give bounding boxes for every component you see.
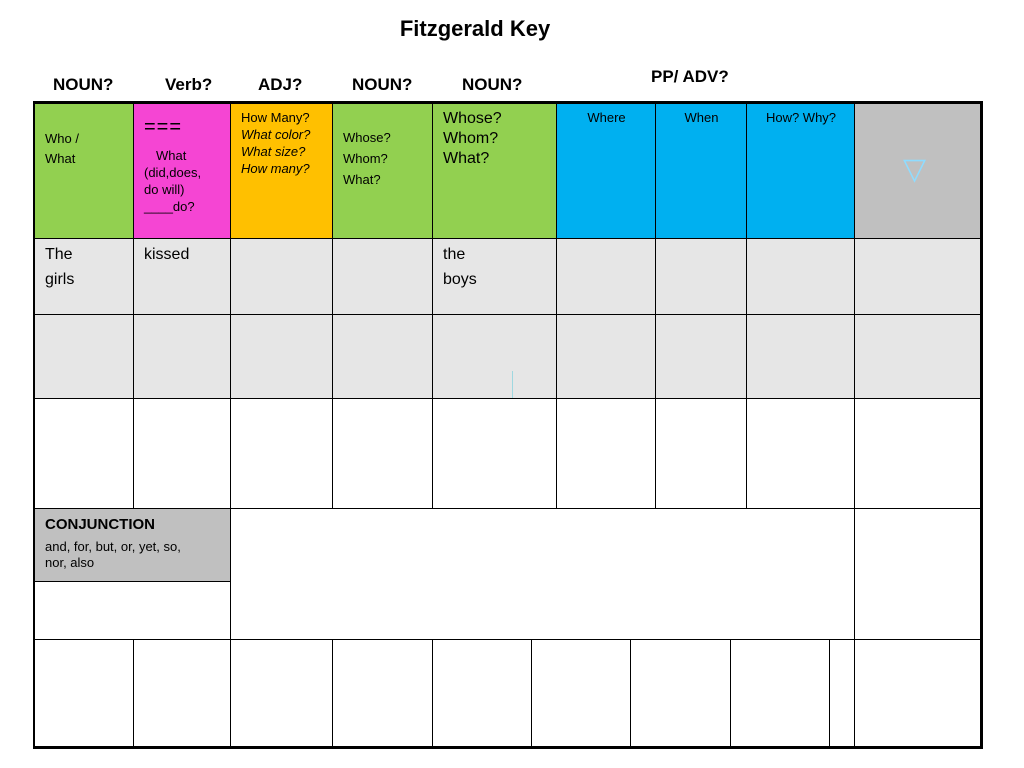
grid-line xyxy=(332,639,333,747)
grid-line xyxy=(630,639,631,747)
verb-underline-mark: === xyxy=(144,116,183,138)
text-cursor-mark xyxy=(512,371,513,398)
grid-line xyxy=(34,639,981,640)
verb-entry: kissed xyxy=(144,246,190,263)
object-key-cell xyxy=(333,103,433,239)
grid-line xyxy=(854,101,855,749)
who-what-cell xyxy=(35,103,134,239)
page-title: Fitzgerald Key xyxy=(399,16,551,41)
grid-line xyxy=(730,639,731,747)
col-head-pp-adv: PP/ ADV? xyxy=(651,67,729,86)
grid-line xyxy=(34,101,983,104)
grid-line xyxy=(34,508,981,509)
grid-line xyxy=(746,101,747,508)
grid-line xyxy=(432,101,433,508)
how-why-key-cell xyxy=(747,103,855,239)
grid-line xyxy=(332,101,333,508)
grid-line xyxy=(34,238,981,239)
object-questions: Whose? Whom? What? xyxy=(343,130,391,187)
where-label: Where xyxy=(587,110,626,125)
grid-line xyxy=(556,101,557,508)
triangle-icon: ▽ xyxy=(903,153,927,186)
when-key-cell xyxy=(656,103,747,239)
grid-line xyxy=(133,639,134,747)
how-why-label: How? Why? xyxy=(765,110,837,125)
grid-line xyxy=(230,101,231,639)
object-entry: the boys xyxy=(443,246,477,288)
grid-line xyxy=(980,101,983,749)
conjunction-box xyxy=(35,509,231,581)
second-object-key-cell xyxy=(433,103,557,239)
grid-line xyxy=(34,314,981,315)
col-head-noun-3: NOUN? xyxy=(462,75,523,94)
when-label: When xyxy=(684,110,719,125)
grid-line xyxy=(655,101,656,508)
verb-question: What (did,does, do will) ____do? xyxy=(144,148,202,214)
verb-key-cell xyxy=(134,103,231,239)
grid-line xyxy=(829,639,830,747)
adjective-key-cell xyxy=(231,103,333,239)
col-head-verb: Verb? xyxy=(165,75,213,94)
grid-line xyxy=(33,101,35,749)
subject-entry: The girls xyxy=(45,246,75,288)
grid-line xyxy=(531,639,532,747)
grid-line xyxy=(34,398,981,399)
who-what-question: Who / What xyxy=(45,131,79,166)
end-mark-cell xyxy=(855,103,981,239)
adjective-questions: How Many? What color? What size? How many? xyxy=(241,110,311,176)
grid-line xyxy=(432,639,433,747)
grid-line xyxy=(34,581,231,582)
conjunction-words: and, for, but, or, yet, so, nor, also xyxy=(45,539,181,570)
col-head-noun-2: NOUN? xyxy=(352,75,413,94)
grid-line xyxy=(133,101,134,508)
where-key-cell xyxy=(557,103,656,239)
conjunction-heading: CONJUNCTION xyxy=(45,516,156,533)
col-head-adjective: ADJ? xyxy=(258,75,303,94)
grid-line xyxy=(230,639,231,747)
col-head-noun-subject: NOUN? xyxy=(53,75,114,94)
second-object-questions: Whose? Whom? What? xyxy=(443,110,502,167)
grid-line xyxy=(34,746,983,749)
